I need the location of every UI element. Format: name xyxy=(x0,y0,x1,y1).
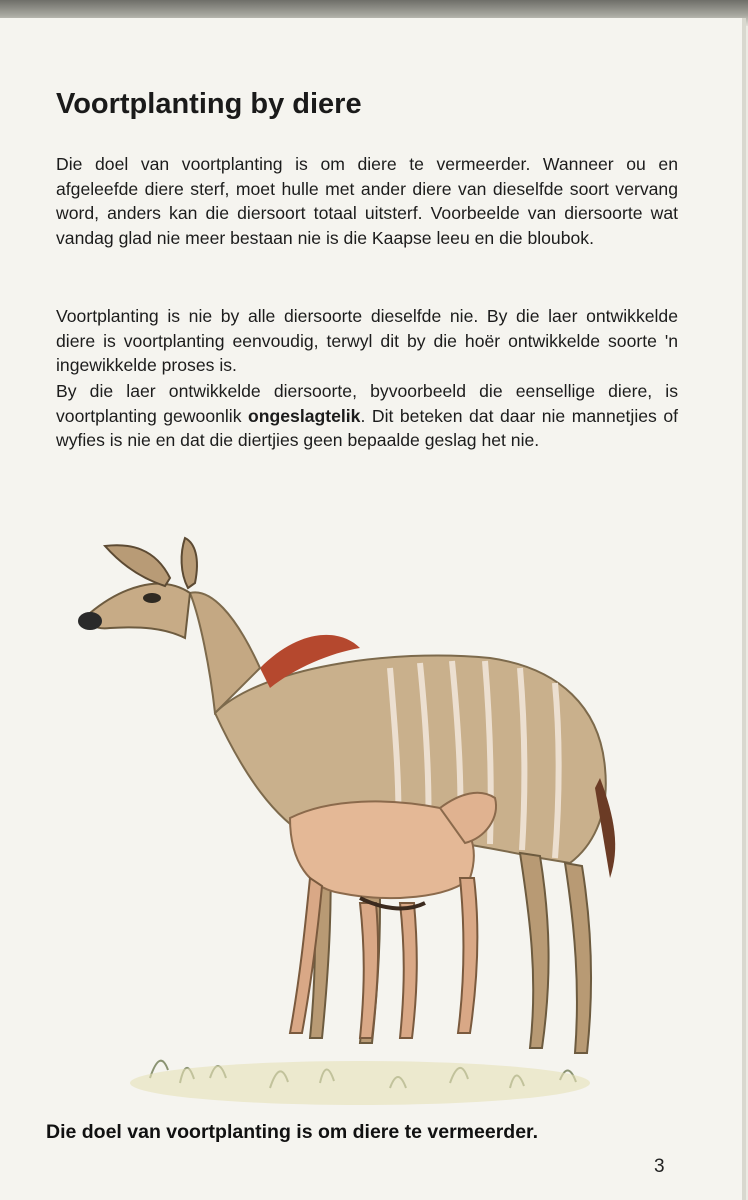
paragraph-asexual-lead: By die laer ontwikkelde diersoorte, byvoorbeeld die eensellige diere, is voortplanting gewoonlik xyxy=(56,381,678,426)
page-number: 3 xyxy=(654,1156,665,1177)
ground-shadow xyxy=(130,1061,590,1105)
kudu-cow xyxy=(78,538,615,1053)
book-page xyxy=(0,18,746,1200)
kudu-illustration xyxy=(60,518,660,1118)
paragraph-asexual-tail: . Dit beteken dat daar nie mannetjies of wyfies is nie en dat die diertjies geen bepaalde geslag het nie. xyxy=(56,405,679,450)
paragraph-variation: Voortplanting is nie by alle diersoorte dieselfde nie. By die laer ontwikkelde diere is voortplanting eenvoudig, terwyl dit by die hoër ontwikkelde soorte 'n ingewikkelde proses is. xyxy=(56,306,678,375)
page-title: Voortplanting by diere xyxy=(56,88,362,120)
term-asexual: ongeslagtelik xyxy=(248,405,361,426)
paragraph-purpose: Die doel van voortplanting is om diere te vermeerder. Wanneer ou en afgeleefde diere sterf, moet hulle met ander diere van dieselfde soort vervang word, anders kan die diersoort totaal uitsterf. Voorbeelde van diersoorte wat vandag glad nie meer bestaan nie is die Kaapse leeu en die bloubok. xyxy=(56,154,678,248)
paragraph-asexual xyxy=(56,379,678,453)
illustration-caption: Die doel van voortplanting is om diere te vermeerder. xyxy=(46,1121,538,1143)
